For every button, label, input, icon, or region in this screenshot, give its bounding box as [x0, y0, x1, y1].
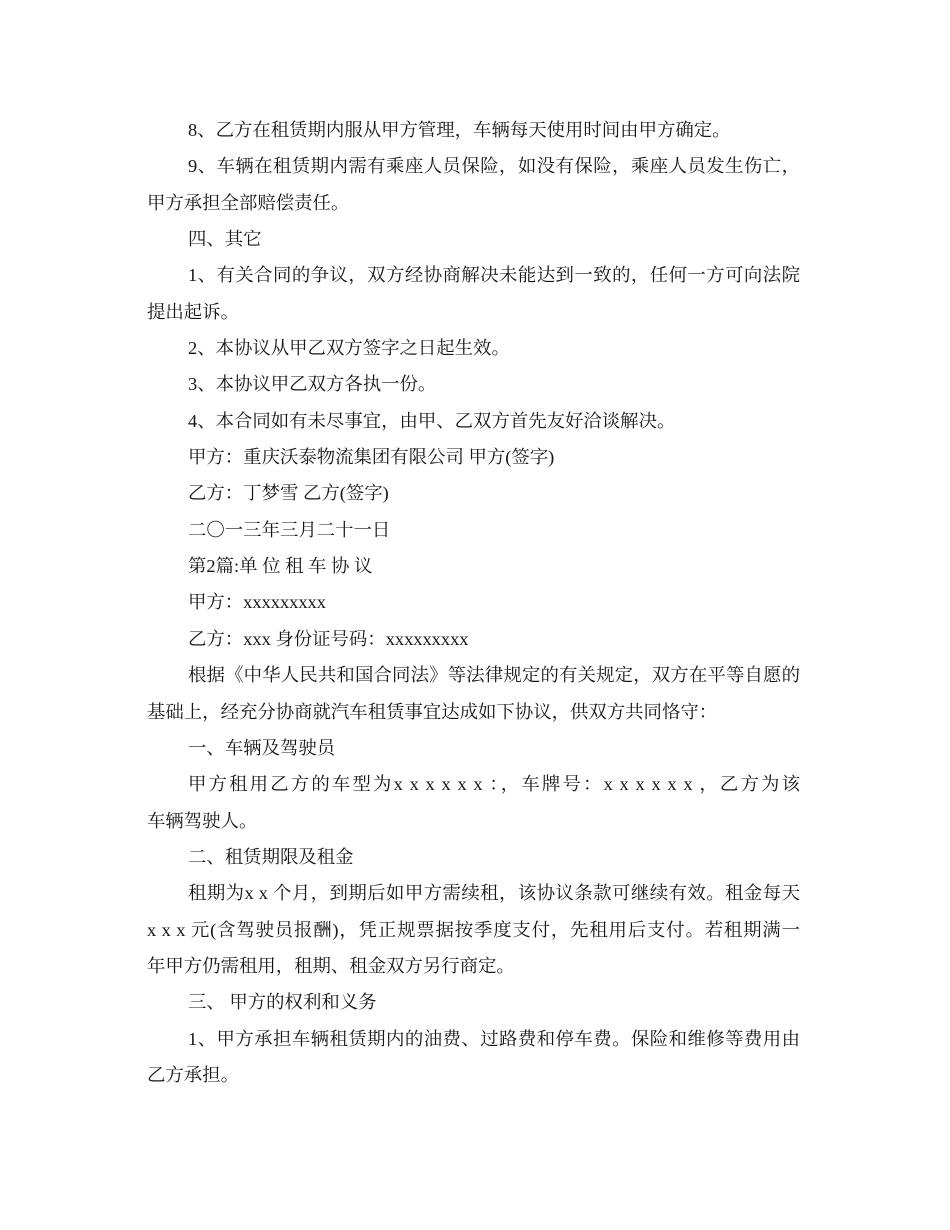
text-line: 8、乙方在租赁期内服从甲方管理，车辆每天使用时间由甲方确定。 [188, 120, 731, 140]
signing-date [147, 512, 800, 548]
lease-term-paragraph [147, 875, 800, 984]
section-1-heading [147, 730, 800, 766]
text-line: 根据《中华人民共和国合同法》等法律规定的有关规定，双方在平等自愿的 [188, 665, 800, 686]
text-line: 乙方承担。 [147, 1064, 239, 1085]
party-a-line [147, 584, 800, 620]
text-line: 二、租赁期限及租金 [188, 846, 354, 867]
text-line: 3、本协议甲乙双方各执一份。 [188, 374, 437, 395]
text-line: 一、车辆及驾驶员 [188, 737, 336, 758]
text-line: 乙方：丁梦雪 乙方(签字) [188, 483, 389, 504]
text-line: 提出起诉。 [147, 301, 239, 322]
party-a-duty-1-paragraph [147, 1021, 800, 1094]
text-line: 甲方：xxxxxxxxx [188, 592, 326, 613]
text-line: 甲方：重庆沃泰物流集团有限公司 甲方(签字) [188, 447, 555, 468]
text-line: 乙方：xxx 身份证号码：xxxxxxxxx [188, 628, 469, 649]
clause-9-paragraph [147, 148, 800, 221]
section-2-heading [147, 839, 800, 875]
text-line: 四、其它 [188, 229, 262, 250]
text-line: 2、本协议从甲乙双方签字之日起生效。 [188, 338, 510, 359]
other-clause-2-paragraph [147, 330, 800, 366]
text-line: 甲方租用乙方的车型为x x x x x x ：，车牌号：x x x x x x ，乙方为该 [188, 774, 800, 795]
text-line: 甲方承担全部赔偿责任。 [147, 192, 350, 213]
text-line: 基础上，经充分协商就汽车租赁事宜达成如下协议，供双方共同恪守： [147, 701, 718, 722]
text-line: 1、甲方承担车辆租赁期内的油费、过路费和停车费。保险和维修等费用由 [188, 1028, 800, 1049]
text-line: 1、有关合同的争议，双方经协商解决未能达到一致的，任何一方可向法院 [188, 265, 800, 286]
party-b-signature-line [147, 475, 800, 511]
clause-8-paragraph [147, 112, 800, 148]
text-line: 年甲方仍需租用，租期、租金双方另行商定。 [147, 955, 515, 976]
other-clause-1-paragraph [147, 257, 800, 330]
text-line: 9、车辆在租赁期内需有乘座人员保险，如没有保险，乘座人员发生伤亡， [188, 156, 800, 177]
text-line: 车辆驾驶人。 [147, 810, 258, 831]
preamble-paragraph [147, 657, 800, 730]
text-line: 4、本合同如有未尽事宜，由甲、乙双方首先友好洽谈解决。 [188, 410, 676, 431]
section-3-heading [147, 984, 800, 1020]
other-clause-3-paragraph [147, 366, 800, 402]
text-line: 租期为x x 个月，到期后如甲方需续租，该协议条款可继续有效。租金每天 [188, 883, 800, 904]
section-4-heading [147, 221, 800, 257]
text-line: x x x 元(含驾驶员报酬)，凭正规票据按季度支付，先租用后支付。若租期满一 [147, 919, 800, 940]
document-body [147, 112, 800, 1093]
text-line: 第2篇:单 位 租 车 协 议 [188, 556, 373, 577]
vehicle-clause-paragraph [147, 766, 800, 839]
party-a-signature-line [147, 439, 800, 475]
other-clause-4-paragraph [147, 403, 800, 439]
agreement-2-title [147, 548, 800, 584]
party-b-line [147, 621, 800, 657]
text-line: 二〇一三年三月二十一日 [188, 519, 391, 540]
text-line: 三、 甲方的权利和义务 [188, 992, 377, 1013]
